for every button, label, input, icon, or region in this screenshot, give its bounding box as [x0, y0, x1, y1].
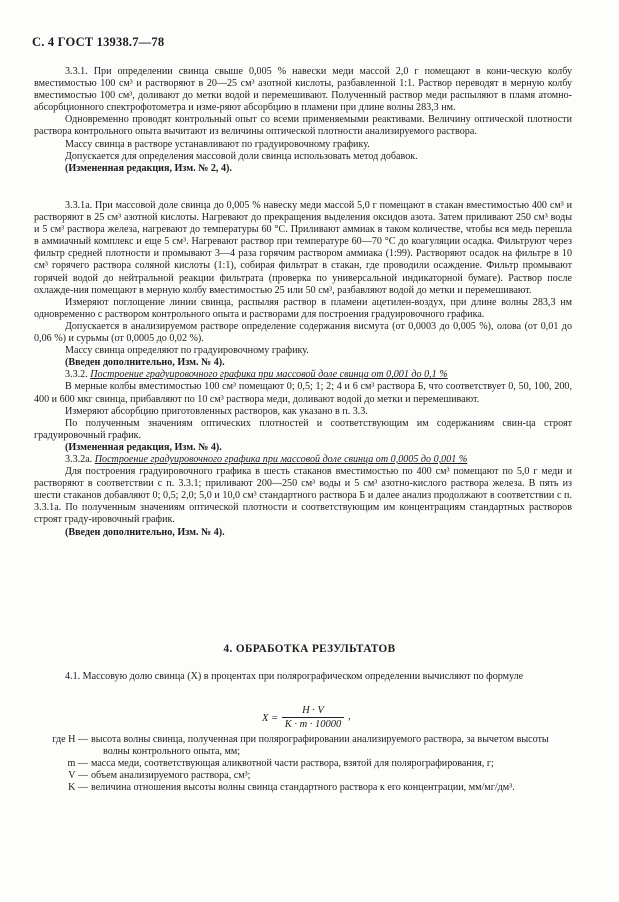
- paragraph: Для построения градуировочного графика в шесть стаканов вместимостью по 400 см³ помещают по 5,0 г меди и растворяют в соответствии с п. 3.3.1; приливают 200—250 см³ воды и 5 см³ азотно-кислого раствора железа. В пять из шести стаканов добавляют 0; 0,5; 2,0; 5,0 и 10,0 см³ стандартного раствора Б и далее анализ продолжают в соответствии с п. 3.3.1а. По полученным значениям оптической плотности и соответствующим им концентрациям стандартных растворов строят граду-ировочный график.: [34, 466, 572, 526]
- definition-text: масса меди, соответствующая аликвотной части раствора, взятой для полярографирования, г;: [91, 758, 494, 770]
- definition-symbol: где H —: [52, 734, 88, 745]
- definition-text: высота волны свинца, полученная при полярографировании анализируемого раствора, за вычетом высоты волны контрольного опыта, мм;: [91, 734, 549, 758]
- paragraph: Измеряют поглощение линии свинца, распыляя раствор в пламени ацетилен-воздух, при длине волны 283,3 нм одновременно с раствором контрольного опыта и растворами для построения градуировочного графика.: [34, 296, 572, 320]
- paragraph: 3.3.1а. При массовой доле свинца до 0,005 % навеску меди массой 5,0 г помещают в стакан вместимостью 400 см³ и растворяют в 25 см³ азотной кислоты. Нагревают до прекращения выделения оксидов азота. Затем приливают 250 см³ воды и 5 см³ раствора железа, нагревают до температуры 60 °С. Приливают аммиак в таком количестве, чтобы вся медь перешла в аммиачный комплекс и еще 5 см³. Нагревают раствор при температуре 60—70 °С до коагуляции осадка. Фильтруют через фильтр средней плотности и промывают 3—4 раза горячим раствором аммиака (1:99). Растворяют осадок на фильтре в 10 см³ горячего раствора соляной кислоты (1:1), собирая фильтрат в стакан, где проводили осаждение. Фильтр промывают горячей водой до нейтральной реакции фильтрата (проверка по универсальной индикаторной бумаге). Раствор после охлажде-ния помещают в мерную колбу вместимостью 25 или 50 см³, разбавляют водой до метки и перемешивают.: [34, 200, 572, 296]
- amendment-note: (Измененная редакция, Изм. № 2, 4).: [65, 162, 232, 174]
- definition-row: [34, 770, 574, 782]
- amendment-note: (Измененная редакция, Изм. № 4).: [65, 441, 222, 453]
- amendment-note: (Введен дополнительно, Изм. № 4).: [65, 526, 225, 538]
- definition-symbol: m —: [67, 758, 88, 770]
- paragraph: По полученным значениям оптических плотностей и соответствующим им содержаниям свин-ца строят градуировочный график.: [34, 417, 572, 441]
- definition-symbol: V —: [68, 770, 88, 782]
- definition-row: [34, 782, 574, 794]
- paragraph: Массу свинца в растворе устанавливают по градуировочному графику.: [65, 138, 370, 150]
- subsection-title: Построение градуировочного графика при массовой доле свинца от 0,0005 до 0,001 %: [94, 453, 468, 465]
- formula-lhs: X =: [262, 713, 279, 724]
- section-title: 4. ОБРАБОТКА РЕЗУЛЬТАТОВ: [223, 643, 396, 655]
- formula-denominator: K · m · 10000: [284, 719, 342, 730]
- formula: [262, 705, 382, 737]
- paragraph: Массу свинца определяют по градуировочному графику.: [65, 345, 309, 357]
- subsection-heading-3-3-2: [34, 369, 572, 381]
- formula-numerator: H · V: [282, 705, 344, 718]
- definition-row: [34, 758, 574, 770]
- paragraph: В мерные колбы вместимостью 100 см³ помещают 0; 0,5; 1; 2; 4 и 6 см³ раствора Б, что соответствует 0, 50, 100, 200, 400 и 600 мкг свинца, прибавляют по 10 см³ раствора меди, доливают водой до метки и перемешивают.: [34, 381, 572, 405]
- definition-symbol: K —: [68, 782, 88, 794]
- paragraph: Измеряют абсорбцию приготовленных растворов, как указано в п. 3.3.: [65, 405, 368, 417]
- paragraph: 4.1. Массовую долю свинца (X) в процентах при полярографическом определении вычисляют по формуле: [65, 671, 524, 682]
- variable-definitions: [34, 734, 574, 794]
- paragraph: 3.3.1. При определении свинца свыше 0,005 % навески меди массой 2,0 г помещают в кони-ческую колбу вместимостью 100 см³ и растворяют в 20—25 см³ азотной кислоты, разбавленной 1:1. Раствор переводят в мерную колбу вместимостью 100 см³, доливают до метки водой и перемешивают. Полученный раствор меди распыляют в пламя атомно-абсорбционного спектрофотометра и изме-ряют абсорбцию в пламени при длине волны 283,3 нм.: [34, 66, 572, 114]
- subsection-number: 3.3.2.: [65, 369, 88, 381]
- definition-row: [34, 734, 574, 758]
- definition-text: величина отношения высоты волны свинца стандартного раствора к его концентрации, мм/мг/дм³.: [91, 782, 515, 794]
- section-3-3-1: [34, 66, 572, 175]
- paragraph: Допускается для определения массовой доли свинца использовать метод добавок.: [65, 150, 418, 162]
- amendment-note: (Введен дополнительно, Изм. № 4).: [65, 357, 225, 369]
- page-header: С. 4 ГОСТ 13938.7—78: [32, 35, 165, 49]
- subsection-number: 3.3.2а.: [65, 453, 93, 465]
- subsection-title: Построение градуировочного графика при массовой доле свинца от 0,001 до 0,1 %: [90, 369, 448, 381]
- formula-comma: ,: [348, 711, 351, 722]
- section-3-3-1a: [34, 200, 572, 539]
- definition-text: объем анализируемого раствора, см³;: [91, 770, 251, 782]
- formula-fraction: [282, 705, 344, 730]
- section-4-1: [34, 671, 572, 683]
- paragraph: Одновременно проводят контрольный опыт со всеми применяемыми реактивами. Величину оптической плотности раствора контрольного опыта вычитают из величины оптической плотности анализируемого раствора.: [34, 114, 572, 138]
- subsection-heading-3-3-2a: [34, 454, 572, 466]
- paragraph: Допускается в анализируемом растворе определение содержания висмута (от 0,0003 до 0,005 %), олова (от 0,01 до 0,06 %) и сурьмы (от 0,0005 до 0,02 %).: [34, 320, 572, 345]
